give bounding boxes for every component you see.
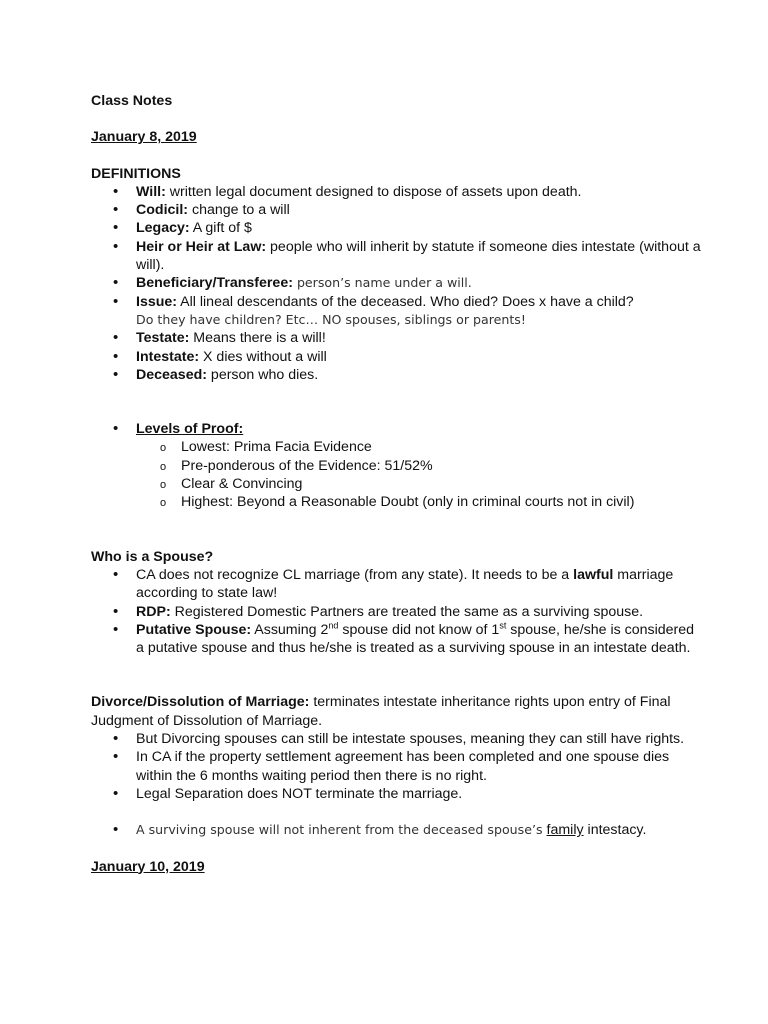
- spouse-emphasis: lawful: [573, 566, 614, 583]
- definition-term: Deceased:: [136, 366, 207, 383]
- page-title: Class Notes: [91, 93, 173, 109]
- definition-text: written legal document designed to dispose of assets upon death.: [165, 183, 582, 200]
- definition-term: Heir or Heir at Law:: [136, 238, 267, 255]
- spouse-text: CA does not recognize CL marriage (from any state). It needs to be a: [136, 566, 574, 583]
- proof-level: o Highest: Beyond a Reasonable Doubt (only in criminal courts not in civil): [136, 493, 701, 511]
- spouse-text: spouse, he/she is considered a putative spouse and thus he/she is treated as a surviving spouse in an intestate death.: [136, 621, 695, 657]
- spouse-text: marriage according to state law!: [136, 566, 674, 602]
- definition-item: [91, 348, 701, 366]
- proof-sublist: [136, 438, 701, 511]
- spouse-text: spouse did not know of 1: [338, 621, 500, 638]
- divorce-paragraph: [91, 693, 701, 730]
- divorce-list: [91, 730, 701, 803]
- ordinal-suffix: nd: [328, 620, 339, 631]
- spouse-heading: Who is a Spouse?: [91, 548, 214, 565]
- definition-term: Will:: [136, 183, 166, 200]
- date-heading-2: January 10, 2019: [91, 858, 205, 875]
- definition-text: Means there is a will!: [189, 330, 326, 347]
- definition-item: [91, 238, 701, 275]
- spouse-item: [91, 603, 701, 621]
- spouse-text: Assuming 2: [251, 621, 329, 638]
- definition-text: X dies without a will: [199, 348, 327, 365]
- definition-item: [91, 293, 701, 330]
- definition-term: Testate:: [136, 330, 190, 347]
- surviving-spouse-text: A surviving spouse will not inherent from the deceased spouse’s: [136, 822, 547, 838]
- proof-label: Levels of Proof:: [136, 421, 244, 438]
- spouse-list: [91, 566, 701, 657]
- definition-text: person who dies.: [206, 366, 319, 383]
- definition-text-continued: Do they have children? Etc… NO spouses, siblings or parents!: [136, 311, 526, 327]
- divorce-item: • Legal Separation does NOT terminate the marriage.: [91, 785, 701, 803]
- spouse-term: RDP:: [136, 603, 171, 620]
- definition-item: [91, 201, 701, 219]
- surviving-spouse-underlined: family: [546, 822, 584, 839]
- proof-list: [91, 420, 701, 511]
- definition-term: Intestate:: [136, 348, 200, 365]
- definition-text: person’s name under a will.: [292, 275, 472, 291]
- proof-item: [91, 420, 701, 511]
- definitions-heading: DEFINITIONS: [91, 165, 181, 182]
- spouse-term: Putative Spouse:: [136, 621, 252, 638]
- document-page: [91, 92, 701, 876]
- proof-level: o Pre-ponderous of the Evidence: 51/52%: [136, 457, 701, 475]
- definition-term: Legacy:: [136, 220, 190, 237]
- definition-item: [91, 219, 701, 237]
- spouse-text: Registered Domestic Partners are treated the same as a surviving spouse.: [170, 603, 644, 620]
- surviving-spouse-item: [91, 821, 701, 839]
- definition-text: change to a will: [188, 202, 290, 219]
- definition-item: [91, 183, 701, 201]
- definition-item: [91, 274, 701, 292]
- spouse-item: [91, 566, 701, 603]
- definition-term: Issue:: [136, 293, 178, 310]
- surviving-spouse-text: intestacy.: [583, 822, 647, 839]
- definition-text: people who will inherit by statute if someone dies intestate (without a will).: [136, 238, 701, 274]
- spouse-item: [91, 621, 701, 658]
- divorce-item: • In CA if the property settlement agreement has been completed and one spouse dies within the 6 months waiting period then there is no right.: [91, 748, 701, 785]
- proof-level: o Lowest: Prima Facia Evidence: [136, 438, 701, 456]
- divorce-text: terminates intestate inheritance rights upon entry of Final Judgment of Dissolution of Marriage.: [91, 694, 671, 729]
- definition-text: A gift of $: [189, 220, 252, 237]
- definition-item: [91, 329, 701, 347]
- date-heading-1: January 8, 2019: [91, 129, 197, 146]
- divorce-term: Divorce/Dissolution of Marriage:: [91, 694, 310, 711]
- definition-term: Codicil:: [136, 202, 189, 219]
- divorce-item: • But Divorcing spouses can still be intestate spouses, meaning they can still have rights.: [91, 730, 701, 748]
- definitions-list: [91, 183, 701, 384]
- definition-text: All lineal descendants of the deceased. Who died? Does x have a child?: [177, 293, 634, 310]
- ordinal-suffix: st: [499, 620, 507, 631]
- definition-item: [91, 366, 701, 384]
- surviving-spouse-list: [91, 821, 701, 839]
- proof-level: o Clear & Convincing: [136, 475, 701, 493]
- definition-term: Beneficiary/Transferee:: [136, 275, 293, 292]
